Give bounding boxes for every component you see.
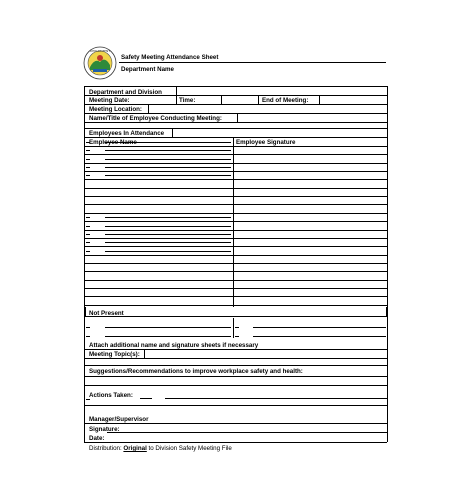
attendance-name-line <box>105 175 231 176</box>
employees-attendance-label: Employees In Attendance <box>89 130 165 137</box>
attendance-row-line <box>84 255 387 256</box>
form-right-border <box>387 86 388 442</box>
attendance-bullet <box>86 150 90 151</box>
attendance-name-line <box>105 217 231 218</box>
not-present-left-marker <box>84 307 86 316</box>
attendance-bullet <box>86 251 90 252</box>
attendance-row-line <box>84 188 387 189</box>
attendance-name-line <box>105 167 231 168</box>
attendance-bullet <box>86 234 90 235</box>
manager-line <box>84 423 387 424</box>
actions-line-2 <box>165 398 387 399</box>
signature-line <box>107 432 387 433</box>
title-rule <box>119 62 386 63</box>
attendance-bullet <box>86 175 90 176</box>
attendance-header-line <box>84 137 387 138</box>
attendance-name-line <box>105 159 231 160</box>
end-divider <box>319 95 320 104</box>
form-title: Safety Meeting Attendance Sheet <box>121 54 219 61</box>
attendance-row-line <box>84 171 387 172</box>
end-of-meeting-label: End of Meeting: <box>262 97 309 104</box>
attendance-row-line <box>84 163 387 164</box>
attendance-name-line <box>105 251 231 252</box>
meeting-location-line <box>84 113 387 114</box>
attendance-bullet <box>86 159 90 160</box>
attendance-name-line <box>105 234 231 235</box>
attendance-row-line <box>84 238 387 239</box>
meeting-topics-label: Meeting Topic(s): <box>89 351 140 358</box>
conducting-line <box>84 122 387 123</box>
distribution-note <box>89 445 232 452</box>
attendance-row-line <box>84 154 387 155</box>
employee-name-header: Employee Name <box>89 139 137 146</box>
attach-line <box>84 349 387 350</box>
conducting-divider <box>237 113 238 122</box>
actions-line-3 <box>84 405 387 406</box>
attendance-row-line <box>84 288 387 289</box>
department-division-label: Department and Division <box>89 89 162 96</box>
attendance-bullet <box>86 167 90 168</box>
not-present-row-2-a <box>105 336 231 337</box>
meeting-location-label: Meeting Location: <box>89 106 142 113</box>
attendance-row-line <box>84 146 387 147</box>
not-present-tick-2 <box>235 327 239 328</box>
distribution-prefix: Distribution: <box>89 445 122 452</box>
meeting-date-line <box>84 104 387 105</box>
attendance-bullet <box>86 142 90 143</box>
time-label: Time: <box>179 97 196 104</box>
not-present-divider-1 <box>233 318 234 338</box>
topics-line-2 <box>84 365 387 366</box>
attendance-row-line <box>84 246 387 247</box>
form-bottom-line <box>84 442 387 443</box>
distribution-suffix: to Division Safety Meeting File <box>148 445 232 452</box>
location-divider <box>148 104 149 113</box>
actions-taken-label: Actions Taken: <box>89 392 133 399</box>
attendance-row-line <box>84 271 387 272</box>
date-label: Date: <box>89 435 105 442</box>
not-present-right-marker <box>386 307 388 316</box>
attendance-top-line <box>84 128 387 129</box>
not-present-tick-4 <box>235 336 239 337</box>
suggestions-line-2 <box>84 385 387 386</box>
svg-text:DEPARTMENT: DEPARTMENT <box>89 49 111 54</box>
not-present-row-2-b <box>253 336 386 337</box>
attendance-name-line <box>105 226 231 227</box>
not-present-row-1-a <box>105 327 231 328</box>
actions-tick <box>86 399 90 400</box>
attendance-row-line <box>84 230 387 231</box>
attendance-name-line <box>105 142 231 143</box>
attendance-row-line <box>84 280 387 281</box>
not-present-line <box>84 316 387 317</box>
not-present-tick-3 <box>86 336 90 337</box>
attendance-row-line <box>84 221 387 222</box>
meeting-date-label: Meeting Date: <box>89 97 130 104</box>
suggestions-line-1 <box>84 376 387 377</box>
attendance-name-line <box>105 150 231 151</box>
form-top-line <box>84 86 387 87</box>
attach-note: Attach additional name and signature sheets if necessary <box>89 342 259 349</box>
department-field-line <box>84 95 387 96</box>
form-left-border <box>84 86 85 442</box>
attendance-row-line <box>84 263 387 264</box>
employee-signature-header: Employee Signature <box>236 139 296 146</box>
not-present-label: Not Present <box>89 310 124 317</box>
attendance-row-line <box>84 196 387 197</box>
not-present-row-1-b <box>253 327 386 328</box>
time-divider-2 <box>258 95 259 104</box>
attendance-bullet <box>86 217 90 218</box>
attendance-row-line <box>84 305 387 306</box>
attendance-bullet <box>86 226 90 227</box>
attendance-row-line <box>84 213 387 214</box>
not-present-tick-1 <box>86 327 90 328</box>
department-name-label: Department Name <box>121 66 174 73</box>
conducting-label: Name/Title of Employee Conducting Meeting: <box>89 115 222 122</box>
signature-label: Signature: <box>89 426 120 433</box>
attendance-bullet <box>86 242 90 243</box>
department-seal-logo <box>83 46 117 80</box>
attendance-name-line <box>105 242 231 243</box>
attendance-row-line <box>84 179 387 180</box>
attendance-divider <box>172 128 173 137</box>
attendance-row-line <box>84 296 387 297</box>
actions-line-1 <box>140 398 152 399</box>
attendance-row-line <box>84 204 387 205</box>
topics-divider <box>144 349 145 358</box>
topics-line-1 <box>84 358 387 359</box>
distribution-original: Original <box>123 445 147 452</box>
manager-label: Manager/Supervisor <box>89 416 149 423</box>
time-divider-1 <box>221 95 222 104</box>
suggestions-label: Suggestions/Recommendations to improve workplace safety and health: <box>89 368 303 375</box>
